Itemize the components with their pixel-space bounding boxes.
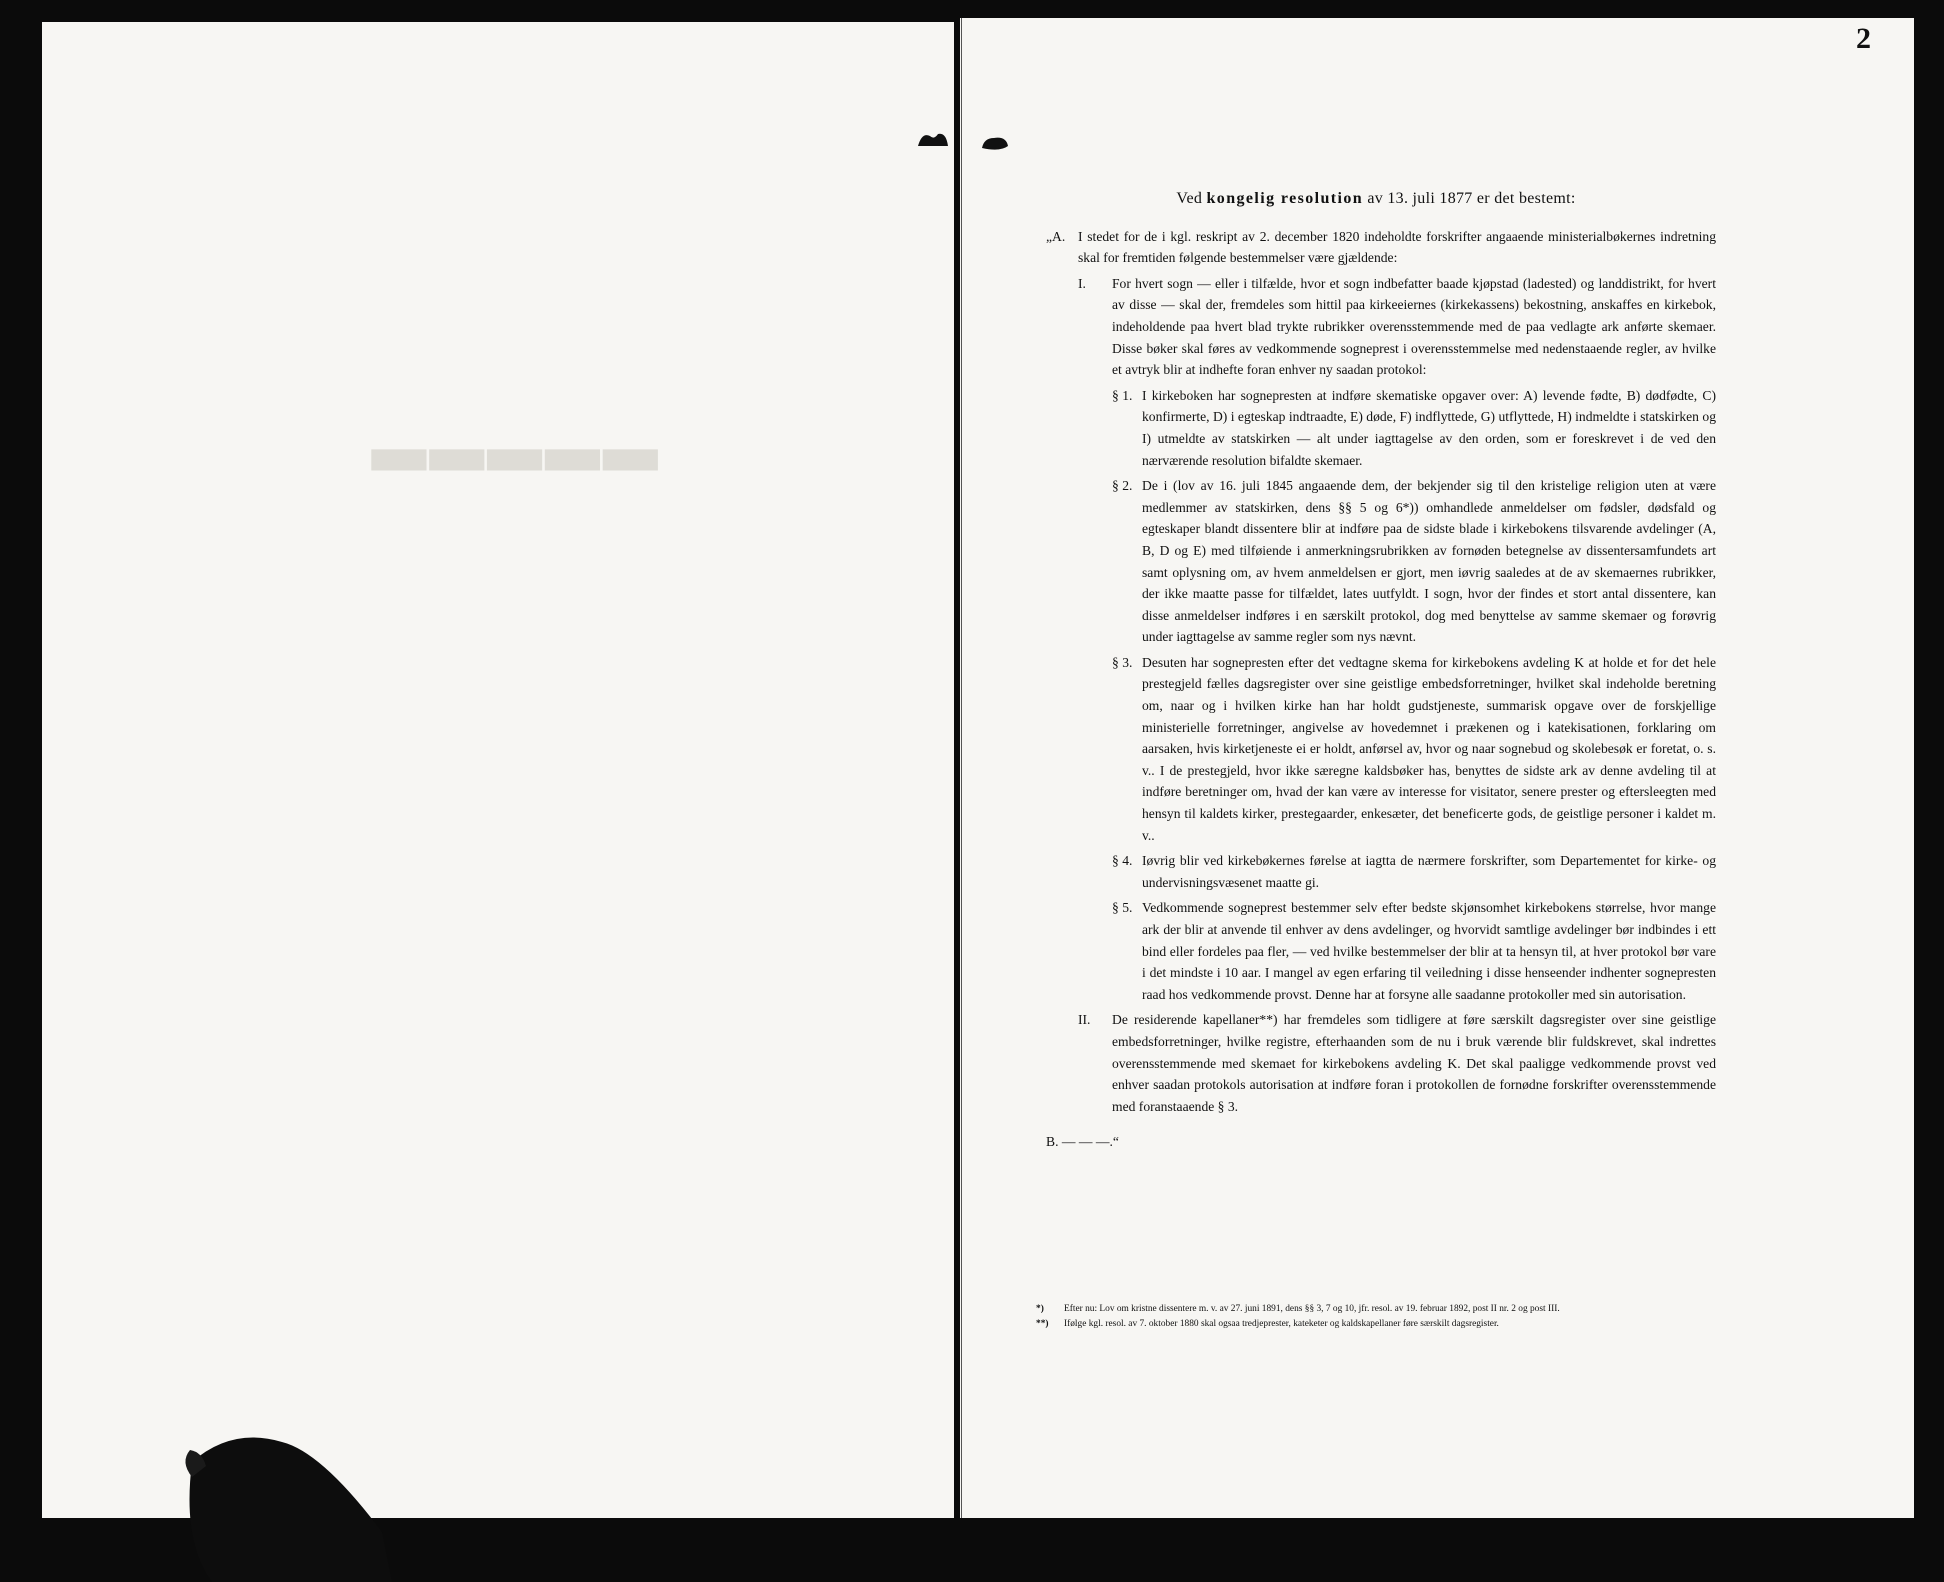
paragraph-1 (1112, 385, 1716, 471)
left-page (42, 22, 954, 1518)
paragraph-text: De i (lov av 16. juli 1845 angaaende dem, der bekjender sig til den kristelige religion uten at være medlemmer av statskirken, dens §§ 5 og 6*)) omhandlede anmeldelser om fødsler, dødsfald og egteskaper blandt dissentere blir at indføre paa de sidste blade i kirkebokens tilsvarende avdelinger (A, B, D og E) med tilføiende i anmerkningsrubrikken av fornøden betegnelse av dissentersamfundets art samt oplysning om, av hvem anmeldelsen er gjort, men iøvrig saaledes at de av skemaernes rubrikker, der ikke maatte passe for tilfældet, lates uutfyldt. I sogn, hvor der findes et stort antal dissentere, kan disse anmeldelser indføres i en særskilt protokol, dog med benyttelse av samme skemaer og forøvrig under iagttagelse av samme regler som nys nævnt. (1142, 478, 1716, 645)
footnote-text: Efter nu: Lov om kristne dissentere m. v. av 27. juni 1891, dens §§ 3, 7 og 10, jfr. resol. av 19. februar 1892, post II nr. 2 og post III. (1064, 1304, 1560, 1314)
footnote-text: Ifølge kgl. resol. av 7. oktober 1880 skal ogsaa tredjeprester, kateketer og kaldskapellaner føre særskilt dagsregister. (1064, 1319, 1499, 1329)
item-i-text: For hvert sogn — eller i tilfælde, hvor et sogn indbefatter baade kjøpstad (ladested) og landdistrikt, for hvert av disse — skal der, fremdeles som hittil paa kirkeeiernes (kirkekassens) bekostning, anskaffes en kirkebok, indeholdende paa hvert blad trykte rubrikker overensstemmende med de paa vedlagte ark anførte skemaer. Disse bøker skal føres av vedkommende sogneprest i overensstemmelse med nedenstaaende regler, av hvilke et avtryk blir at indhefte foran enhver ny saadan protokol: (1112, 275, 1716, 378)
paragraph-text: Vedkommende sogneprest bestemmer selv efter bedste skjønsomhet kirkebokens størrelse, hvor mange ark der blir at anvende til enhver av dens avdelinger, og hvorvidt samtlige avdelinger bør indbindes i ett bind eller fordeles paa fler, — ved hvilke bestemmelser der blir at ta hensyn til, at hver protokol bør vare i det mindste i 10 aar. I mangel av egen erfaring til veiledning i disse henseender indhenter sognepresten raad hos vedkommende provst. Denne har at forsyne alle saadanne protokoller med sin autorisation. (1142, 900, 1716, 1002)
heading-emphasis: kongelig resolution (1206, 190, 1364, 207)
footnote (1036, 1317, 1726, 1331)
paragraph-marker: § 4. (1112, 853, 1133, 869)
ink-blot-right (980, 134, 1010, 152)
heading-prefix: Ved (1176, 190, 1203, 207)
paragraph-5 (1112, 897, 1716, 1005)
hand-shadow (172, 1422, 392, 1582)
paragraph-2 (1112, 475, 1716, 648)
section-b: B. — — —.“ (1046, 1134, 1119, 1150)
footnote-marker: *) (1036, 1304, 1044, 1314)
heading (1036, 188, 1716, 210)
footnote-marker: **) (1036, 1319, 1049, 1329)
heading-suffix: av 13. juli 1877 er det bestemt: (1367, 190, 1576, 207)
item-i (1078, 273, 1716, 381)
paragraph-text: Desuten har sognepresten efter det vedtagne skema for kirkebokens avdeling K at holde et for det hele prestegjeld fælles dagsregister over sine geistlige embedsforretninger, hvilket skal indeholde beretning om, naar og i hvilken kirke han har holdt gudstjeneste, summarisk opgave over de forskjellige ministerielle forretninger, angivelse av hovedemnet i prækenen og i katekisationen, forklaring om aarsaken, hvis kirketjeneste ei er holdt, anførsel av, hvor og naar sognebud og skolebesøk er foretat, o. s. v.. I de prestegjeld, hvor ikke særegne kaldsbøker has, benyttes de sidste ark av denne avdeling til at indføre beretninger om, hvad der kan være av interesse for visitator, senere prester og eftersleegten med hensyn til kaldets kirker, prestegaarder, enkesæter, det beneficerte gods, de geistlige personer i kaldet m. v.. (1142, 654, 1716, 843)
footnotes (1036, 1302, 1726, 1332)
footnote (1036, 1302, 1726, 1316)
page-gutter (961, 18, 962, 1518)
paragraph-marker: § 5. (1112, 900, 1133, 916)
paragraph-text: Iøvrig blir ved kirkebøkernes førelse at iagtta de nærmere forskrifter, som Departementet for kirke- og undervisningsvæsenet maatte gi. (1142, 853, 1716, 890)
bleed-through-title: ▂▂▂▂▂ (372, 392, 662, 469)
paragraph-marker: § 1. (1112, 387, 1133, 403)
paragraph-4 (1112, 850, 1716, 893)
section-a (1046, 226, 1716, 269)
paragraph-text: I kirkeboken har sognepresten at indføre skematiske opgaver over: A) levende fødte, B) dødfødte, C) konfirmerte, D) i egteskap indtraadte, E) døde, F) indflyttede, G) utflyttede, H) indmeldte i statskirken og I) utmeldte av statskirken — alt under iagttagelse av den orden, som er foreskrevet i de ved den nærværende resolution bifaldte skemaer. (1142, 387, 1716, 468)
section-a-marker: „A. (1046, 228, 1066, 244)
item-ii-text: De residerende kapellaner**) har fremdeles som tidligere at føre særskilt dagsregister over sine geistlige embedsforretninger, hvilke registre, efterhaanden som de nu i bruk værende blir fuldskrevet, skal indrettes overensstemmende med skemaet for kirkebokens avdeling K. Det skal paaligge vedkommende provst ved enhver saadan protokols autorisation at indføre foran i protokollen de fornødne forskrifter overensstemmende med foranstaaende § 3. (1112, 1012, 1716, 1114)
item-ii (1078, 1009, 1716, 1117)
paragraph-marker: § 3. (1112, 654, 1133, 670)
item-i-marker: I. (1078, 275, 1086, 291)
page-number: 2 (1856, 22, 1871, 55)
ink-blot-left (916, 130, 950, 150)
resolution-text (1036, 188, 1716, 1153)
section-a-intro: I stedet for de i kgl. reskript av 2. december 1820 indeholdte forskrifter angaaende ministerialbøkernes indretning skal for fremtiden følgende bestemmelser være gjældende: (1078, 228, 1716, 266)
paragraph-3 (1112, 652, 1716, 846)
paragraph-marker: § 2. (1112, 478, 1133, 494)
item-ii-marker: II. (1078, 1012, 1091, 1028)
